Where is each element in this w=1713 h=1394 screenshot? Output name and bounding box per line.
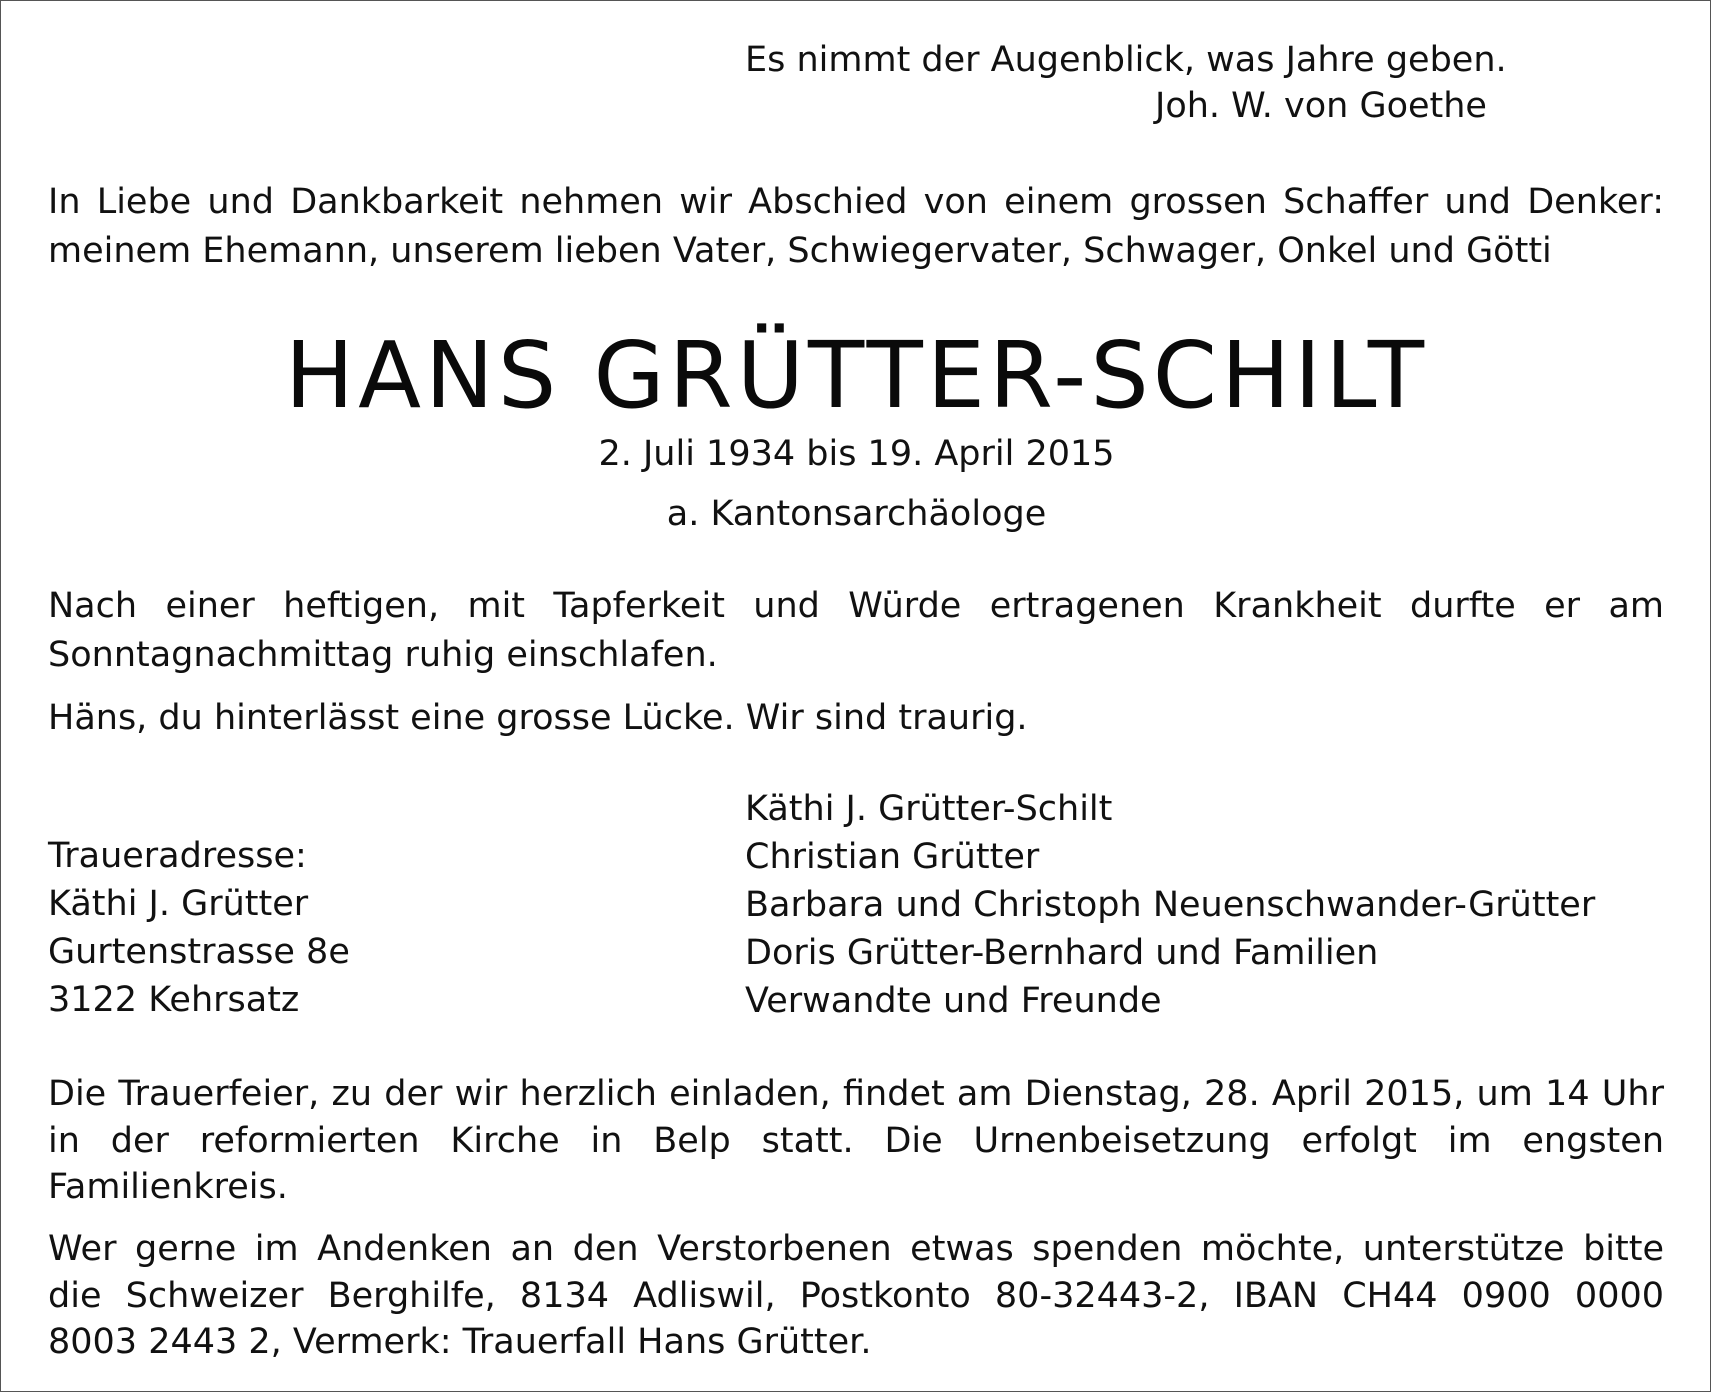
message-line-2: Sonntagnachmittag ruhig einschlafen. <box>48 635 718 675</box>
address-city: 3122 Kehrsatz <box>48 980 300 1020</box>
mourner: Doris Grütter-Bernhard und Familien <box>745 933 1379 973</box>
intro-line-1: In Liebe und Dankbarkeit nehmen wir Abschied von einem grossen Schaffer und Denker: <box>48 182 1664 222</box>
deceased-name: HANS GRÜTTER-SCHILT <box>284 322 1429 429</box>
quote-author: Joh. W. von Goethe <box>1155 86 1487 126</box>
ceremony-line-1: Die Trauerfeier, zu der wir herzlich einladen, findet am Dienstag, 28. April 2015, um 14 Uhr <box>48 1074 1664 1114</box>
mourner: Christian Grütter <box>745 837 1040 877</box>
donation-line-1: Wer gerne im Andenken an den Verstorbenen etwas spenden möchte, unterstütze bitte <box>48 1229 1664 1269</box>
intro-line-2: meinem Ehemann, unserem lieben Vater, Schwiegervater, Schwager, Onkel und Götti <box>48 231 1552 271</box>
profession-title: a. Kantonsarchäologe <box>666 494 1047 534</box>
address-street: Gurtenstrasse 8e <box>48 932 350 972</box>
message-farewell: Häns, du hinterlässt eine grosse Lücke. Wir sind traurig. <box>48 698 1028 738</box>
mourner: Barbara und Christoph Neuenschwander-Grütter <box>745 885 1596 925</box>
donation-line-3: 8003 2443 2, Vermerk: Trauerfall Hans Grütter. <box>48 1322 872 1362</box>
message-line-1: Nach einer heftigen, mit Tapferkeit und Würde ertragenen Krankheit durfte er am <box>48 586 1664 626</box>
donation-line-2: die Schweizer Berghilfe, 8134 Adliswil, Postkonto 80-32443-2, IBAN CH44 0900 0000 <box>48 1276 1664 1316</box>
address-label: Traueradresse: <box>48 836 307 876</box>
ceremony-line-2: in der reformierten Kirche in Belp statt. Die Urnenbeisetzung erfolgt im engsten <box>48 1121 1664 1161</box>
quote-text: Es nimmt der Augenblick, was Jahre geben. <box>745 40 1507 80</box>
life-dates: 2. Juli 1934 bis 19. April 2015 <box>598 434 1115 474</box>
address-name: Käthi J. Grütter <box>48 884 309 924</box>
mourners-list <box>745 785 1595 1025</box>
mourner: Verwandte und Freunde <box>745 981 1162 1021</box>
mourning-address <box>48 832 350 1024</box>
ceremony-line-3: Familienkreis. <box>48 1167 288 1207</box>
mourner: Käthi J. Grütter-Schilt <box>745 789 1113 829</box>
